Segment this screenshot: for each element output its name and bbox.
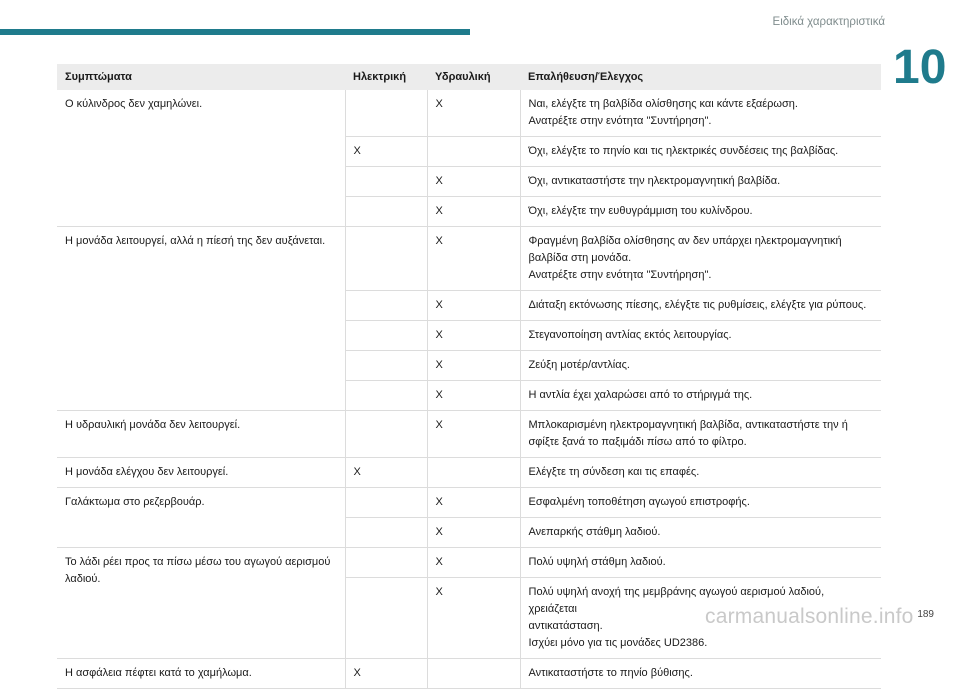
check-text-line: Ζεύξη μοτέρ/αντλίας.	[528, 359, 630, 371]
check-cell	[520, 167, 881, 197]
check-cell	[520, 518, 881, 548]
check-cell	[520, 411, 881, 458]
symptom-cell: Η μονάδα λειτουργεί, αλλά η πίεσή της δεν αυξάνεται.	[57, 227, 345, 411]
check-text-line: Αντικαταστήστε το πηνίο βύθισης.	[528, 667, 693, 679]
electrical-cell: X	[345, 659, 427, 689]
check-text-line: Η αντλία έχει χαλαρώσει από το στήριγμά της.	[528, 389, 753, 401]
hydraulic-cell	[427, 458, 520, 488]
symptom-cell: Η υδραυλική μονάδα δεν λειτουργεί.	[57, 411, 345, 458]
hydraulic-cell	[427, 137, 520, 167]
electrical-cell	[345, 291, 427, 321]
header-symptoms: Συμπτώματα	[57, 64, 345, 90]
hydraulic-cell: X	[427, 321, 520, 351]
hydraulic-cell: X	[427, 578, 520, 659]
page-number: 189	[917, 609, 934, 620]
check-text-line: Φραγμένη βαλβίδα ολίσθησης αν δεν υπάρχει ηλεκτρομαγνητική	[528, 235, 842, 247]
check-text-line: Όχι, ελέγξτε την ευθυγράμμιση του κυλίνδρου.	[528, 205, 753, 217]
hydraulic-cell: X	[427, 548, 520, 578]
header-check: Επαλήθευση/Έλεγχος	[520, 64, 881, 90]
electrical-cell	[345, 518, 427, 548]
electrical-cell	[345, 548, 427, 578]
electrical-cell	[345, 381, 427, 411]
symptom-cell: Ο κύλινδρος δεν χαμηλώνει.	[57, 90, 345, 227]
table-body	[57, 90, 881, 689]
check-text-line: Ναι, ελέγξτε τη βαλβίδα ολίσθησης και κάντε εξαέρωση.	[528, 98, 798, 110]
table-header-row	[57, 64, 881, 90]
table-row	[57, 227, 881, 291]
electrical-cell	[345, 321, 427, 351]
electrical-cell	[345, 351, 427, 381]
section-title: Ειδικά χαρακτηριστικά	[772, 16, 885, 28]
table-row	[57, 411, 881, 458]
hydraulic-cell: X	[427, 488, 520, 518]
check-cell	[520, 321, 881, 351]
hydraulic-cell: X	[427, 291, 520, 321]
check-text-line: Όχι, ελέγξτε το πηνίο και τις ηλεκτρικές συνδέσεις της βαλβίδας.	[528, 145, 839, 157]
check-text-line: Στεγανοποίηση αντλίας εκτός λειτουργίας.	[528, 329, 732, 341]
check-text-line: βαλβίδα στη μονάδα.	[528, 252, 632, 264]
check-cell	[520, 488, 881, 518]
troubleshooting-table	[57, 64, 881, 689]
electrical-cell	[345, 167, 427, 197]
check-cell	[520, 458, 881, 488]
electrical-cell	[345, 578, 427, 659]
table-row	[57, 548, 881, 578]
electrical-cell: X	[345, 458, 427, 488]
check-text-line: σφίξτε ξανά το παξιμάδι πίσω από το φίλτρο.	[528, 436, 747, 448]
check-cell	[520, 659, 881, 689]
electrical-cell	[345, 411, 427, 458]
check-cell	[520, 548, 881, 578]
check-cell	[520, 227, 881, 291]
check-cell	[520, 291, 881, 321]
check-text-line: Μπλοκαρισμένη ηλεκτρομαγνητική βαλβίδα, αντικαταστήστε την ή	[528, 419, 848, 431]
symptom-cell: Η μονάδα ελέγχου δεν λειτουργεί.	[57, 458, 345, 488]
check-text-line: αντικατάσταση.	[528, 620, 603, 632]
electrical-cell	[345, 197, 427, 227]
check-cell	[520, 90, 881, 137]
check-text-line: Ισχύει μόνο για τις μονάδες UD2386.	[528, 637, 708, 649]
header-electrical: Ηλεκτρική	[345, 64, 427, 90]
hydraulic-cell: X	[427, 351, 520, 381]
hydraulic-cell: X	[427, 167, 520, 197]
electrical-cell	[345, 90, 427, 137]
check-text-line: Όχι, αντικαταστήστε την ηλεκτρομαγνητική βαλβίδα.	[528, 175, 781, 187]
table-row	[57, 458, 881, 488]
check-text-line: Ανεπαρκής στάθμη λαδιού.	[528, 526, 661, 538]
check-text-line: Πολύ υψηλή στάθμη λαδιού.	[528, 556, 666, 568]
check-cell	[520, 381, 881, 411]
symptom-cell: Γαλάκτωμα στο ρεζερβουάρ.	[57, 488, 345, 548]
hydraulic-cell	[427, 659, 520, 689]
check-text-line: Εσφαλμένη τοποθέτηση αγωγού επιστροφής.	[528, 496, 750, 508]
table-row	[57, 659, 881, 689]
check-text-line: Πολύ υψηλή ανοχή της μεμβράνης αγωγού αερισμού λαδιού, χρειάζεται	[528, 586, 825, 615]
hydraulic-cell: X	[427, 411, 520, 458]
top-accent-bar	[0, 29, 470, 35]
electrical-cell: X	[345, 137, 427, 167]
hydraulic-cell: X	[427, 381, 520, 411]
check-cell	[520, 351, 881, 381]
electrical-cell	[345, 227, 427, 291]
watermark: carmanualsonline.info	[705, 605, 914, 628]
electrical-cell	[345, 488, 427, 518]
symptom-cell: Η ασφάλεια πέφτει κατά το χαμήλωμα.	[57, 659, 345, 689]
check-text-line: Διάταξη εκτόνωσης πίεσης, ελέγξτε τις ρυθμίσεις, ελέγξτε για ρύπους.	[528, 299, 867, 311]
check-cell	[520, 197, 881, 227]
hydraulic-cell: X	[427, 518, 520, 548]
check-cell	[520, 137, 881, 167]
table-row	[57, 488, 881, 518]
symptom-cell: Το λάδι ρέει προς τα πίσω μέσω του αγωγού αερισμού λαδιού.	[57, 548, 345, 659]
hydraulic-cell: X	[427, 227, 520, 291]
header-hydraulic: Υδραυλική	[427, 64, 520, 90]
hydraulic-cell: X	[427, 90, 520, 137]
table-row	[57, 90, 881, 137]
check-text-line: Ανατρέξτε στην ενότητα "Συντήρηση".	[528, 269, 712, 281]
hydraulic-cell: X	[427, 197, 520, 227]
check-text-line: Ελέγξτε τη σύνδεση και τις επαφές.	[528, 466, 700, 478]
chapter-number: 10	[893, 41, 947, 94]
check-text-line: Ανατρέξτε στην ενότητα "Συντήρηση".	[528, 115, 712, 127]
